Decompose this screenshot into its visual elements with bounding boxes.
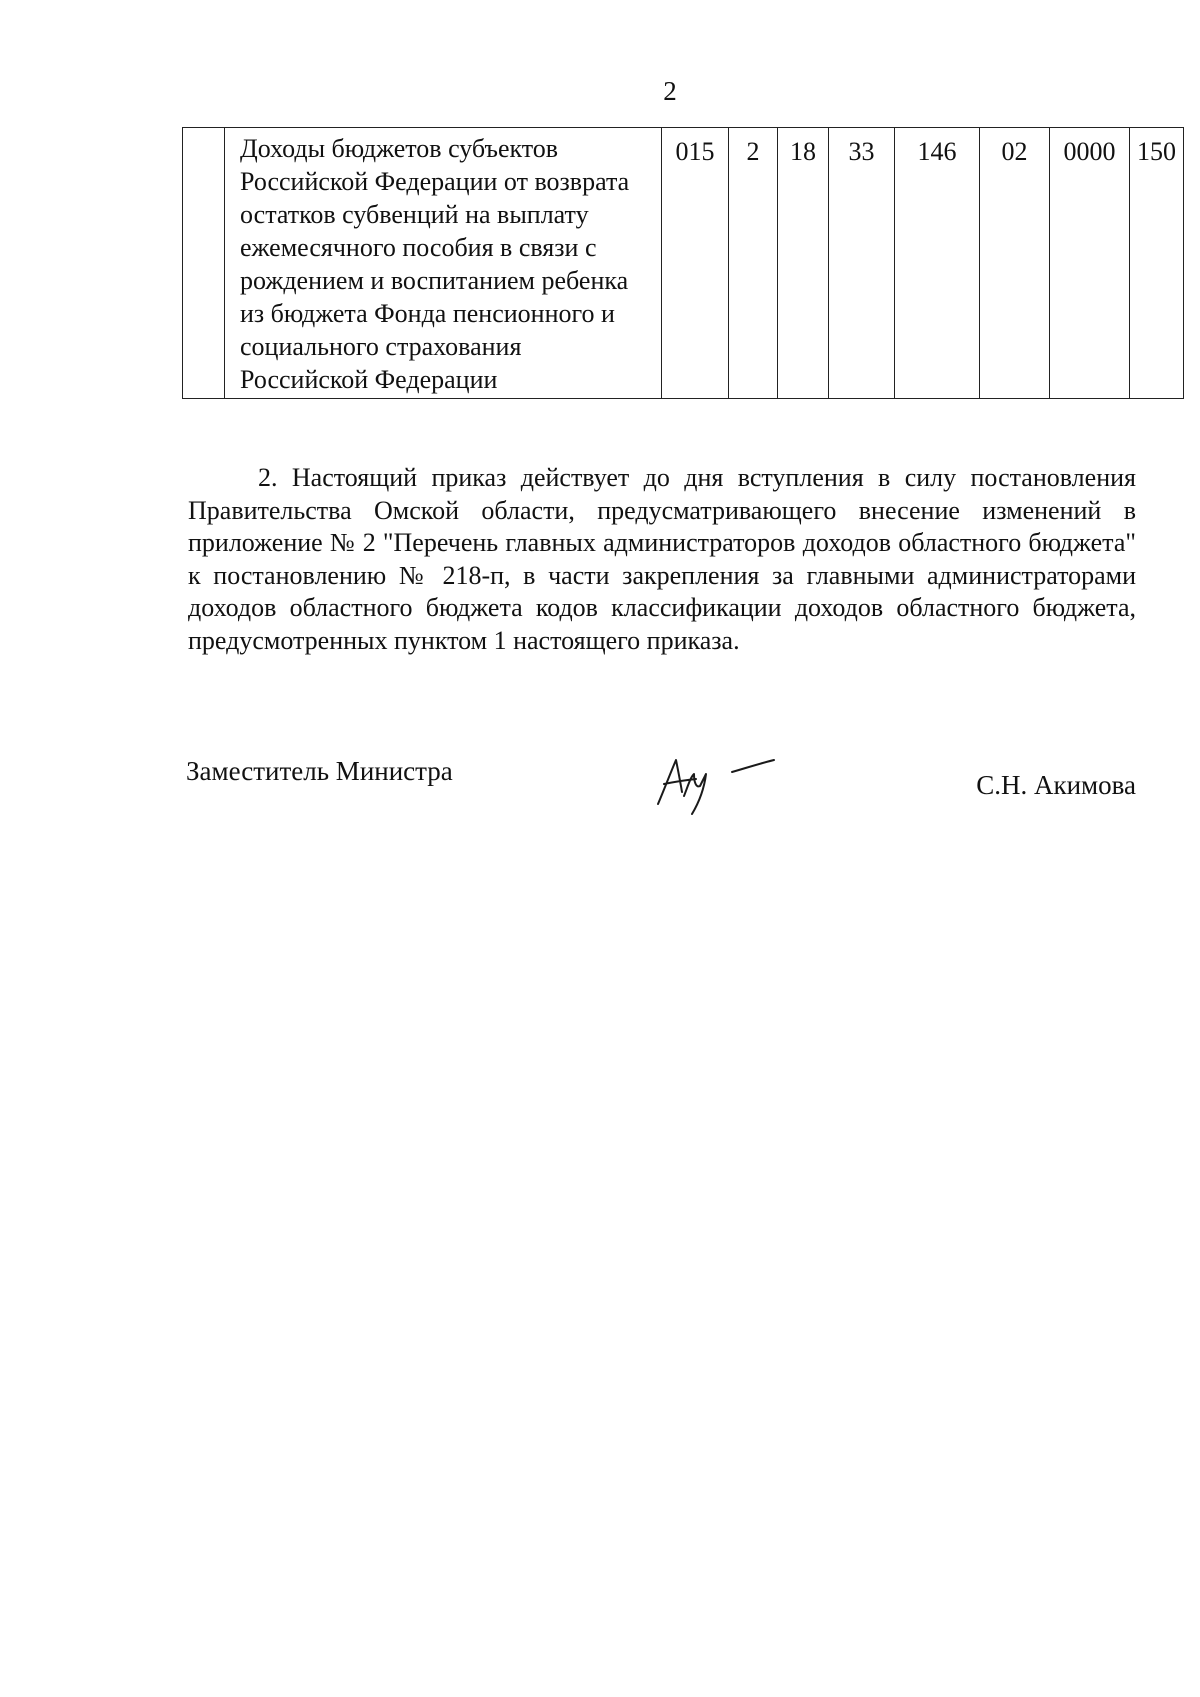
code-cell-element: 02 [980,128,1050,399]
row-number-cell [183,128,225,399]
code-cell-economic: 150 [1130,128,1184,399]
order-clause-paragraph: 2. Настоящий приказ действует до дня вступления в силу постановления Правительства Омской области, предусматривающего внесение изменений в приложение № 2 "Перечень главных администраторов доходов областного бюджета" к постановлению № 218-п, в части закрепления за главными администраторами доходов областного бюджета кодов классификации доходов областного бюджета, предусмотренных пунктом 1 настоящего приказа. [188,463,1136,655]
code-cell-group: 2 [729,128,778,399]
income-description-cell: Доходы бюджетов субъектов Российской Федерации от возврата остатков субвенций на выплату ежемесячного пособия в связи с рождением и воспитанием ребенка из бюджета Фонда пенсионного и социального страхования Российской Федерации [225,128,662,399]
code-cell-administrator: 015 [662,128,729,399]
handwritten-signature [640,746,790,816]
code-cell-program: 0000 [1050,128,1130,399]
code-cell-subarticle: 146 [895,128,980,399]
income-codes-table [182,127,1184,399]
page-number: 2 [663,76,677,106]
table-row [183,128,1184,399]
code-cell-article: 33 [829,128,895,399]
code-cell-subgroup: 18 [778,128,829,399]
signatory-name: С.Н. Акимова [976,770,1136,800]
signatory-position: Заместитель Министра [186,756,453,786]
